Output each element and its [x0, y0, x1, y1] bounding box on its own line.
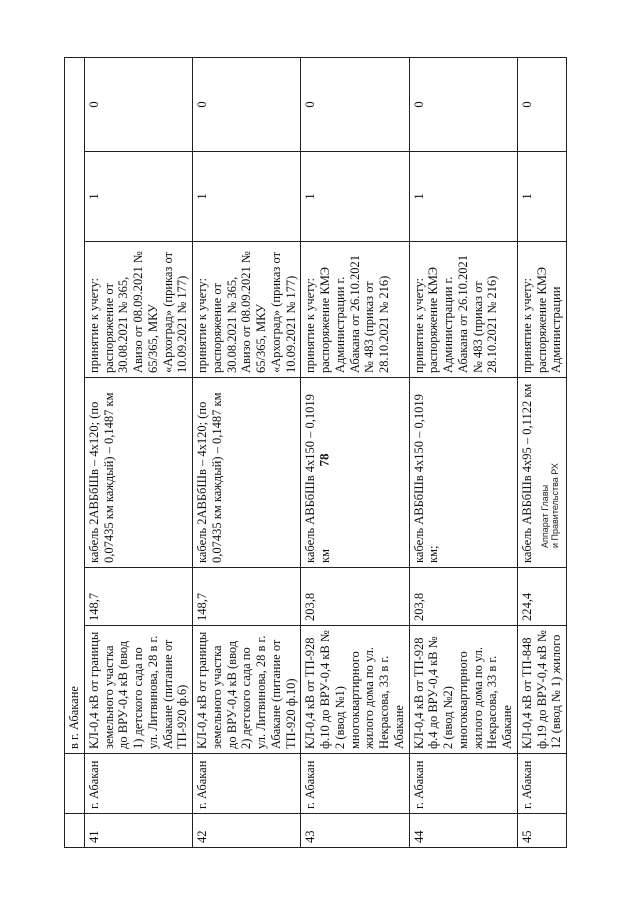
row-document: принятие к учету: распоряжение КМЭ Администрации г. Абакана от 26.10.2021 № 483 (приказ от 28.10.2021 № 216): [301, 242, 409, 378]
row-length: 148,7: [193, 568, 301, 626]
row-cable-spec: кабель 2АВБбШв – 4х120; (по 0,07435 км каждый) – 0,1487 км: [193, 378, 301, 568]
row-object-name: КЛ-0,4 кВ от ТП-928 ф.4 до ВРУ-0,4 кВ № 2 (ввод №2) многоквартирного жилого дома по ул. Некрасова, 33 в г. Абакане: [409, 626, 517, 754]
row-length: 203,8: [301, 568, 409, 626]
table-row: [84, 57, 192, 847]
page-number: 78: [316, 453, 332, 467]
row-number: 41: [84, 814, 192, 848]
row-length: 203,8: [409, 568, 517, 626]
row-object-name: КЛ-0,4 кВ от границы земельного участка до ВРУ-0,4 кВ (ввод 2) детского сада по ул. Литвинова, 28 в г. Абакане (питание от ТП-920 ф.10): [193, 626, 301, 754]
row-quantity: 1: [409, 152, 517, 242]
row-quantity: 1: [84, 152, 192, 242]
row-quantity: 1: [517, 152, 566, 242]
row-length: 224,4: [517, 568, 566, 626]
row-value: 0: [301, 57, 409, 151]
row-number: 45: [517, 814, 566, 848]
row-city: г. Абакан: [301, 754, 409, 814]
row-city: г. Абакан: [193, 754, 301, 814]
row-cable-spec: кабель АВБбШв 4х95 – 0,1122 км: [517, 378, 566, 568]
row-document: принятие к учету: распоряжение КМЭ Администрации г. Абакана от 26.10.2021 № 483 (приказ от 28.10.2021 № 216): [409, 242, 517, 378]
row-quantity: 1: [193, 152, 301, 242]
row-object-name: КЛ-0,4 кВ от границы земельного участка до ВРУ-0,4 кВ (ввод 1) детского сада по ул. Литвинова, 28 в г. Абакане (питание от ТП-920 ф.6): [84, 626, 192, 754]
row-number: 44: [409, 814, 517, 848]
row-object-name: КЛ-0,4 кВ от ТП-928 ф.10 до ВРУ-0,4 кВ № 2 (ввод №1) многоквартирного жилого дома по ул. Некрасова, 33 в г. Абакане: [301, 626, 409, 754]
table-row: [517, 57, 566, 847]
row-city: г. Абакан: [517, 754, 566, 814]
row-document: принятие к учету: распоряжение КМЭ Администрации: [517, 242, 566, 378]
table-row: [409, 57, 517, 847]
table-row: [193, 57, 301, 847]
row-city: г. Абакан: [409, 754, 517, 814]
row-quantity: 1: [301, 152, 409, 242]
row-value: 0: [409, 57, 517, 151]
row-document: принятие к учету: распоряжение от 30.08.2021 № 365, Авизо от 08.09.2021 № 65/365, МКУ «Архоград» (приказ от 10.09.2021 № 177): [84, 242, 192, 378]
row-city: г. Абакан: [84, 754, 192, 814]
table-row: [301, 57, 409, 847]
row-cable-spec: кабель АВБбШв 4х150 – 0,1019 км;: [409, 378, 517, 568]
row-object-name: КЛ-0,4 кВ от ТП-848 ф.19 до ВРУ-0,4 кВ № 12 (ввод № 1) жилого: [517, 626, 566, 754]
row-cable-spec: кабель АВБбШв 4х150 – 0,1019 км: [301, 378, 409, 568]
footer-stamp: Аппарат Главы и Правительства РХ: [540, 463, 561, 548]
property-register-table: [64, 57, 567, 848]
section-header-row: [65, 57, 85, 847]
row-number: 42: [193, 814, 301, 848]
row-value: 0: [517, 57, 566, 151]
row-number: 43: [301, 814, 409, 848]
row-cable-spec: кабель 2АВБбШв – 4х120; (по 0,07435 км каждый) – 0,1487 км: [84, 378, 192, 568]
row-length: 148,7: [84, 568, 192, 626]
row-document: принятие к учету: распоряжение от 30.08.2021 № 365, Авизо от 08.09.2021 № 65/365, МКУ «Архоград» (приказ от 10.09.2021 № 177): [193, 242, 301, 378]
row-value: 0: [84, 57, 192, 151]
section-header: в г. Абакане: [65, 57, 85, 753]
row-value: 0: [193, 57, 301, 151]
